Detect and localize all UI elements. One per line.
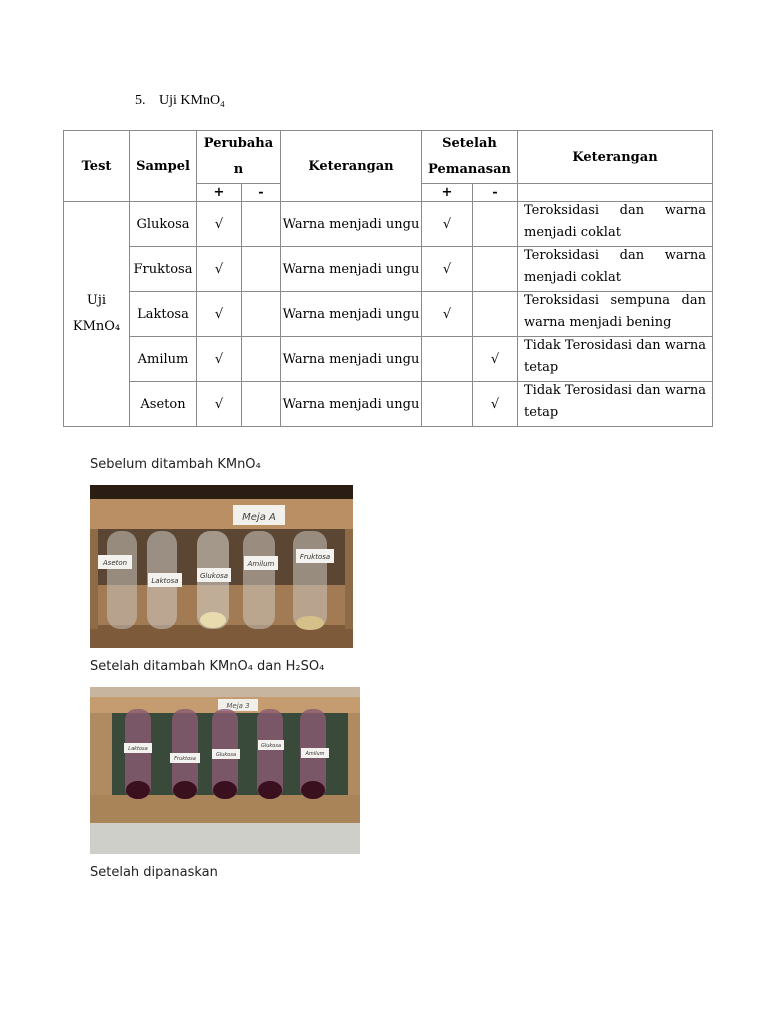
cell-plus: √ <box>197 337 242 382</box>
cell-minus <box>242 247 281 292</box>
caption-after-add: Setelah ditambah KMnO₄ dan H₂SO₄ <box>90 659 325 674</box>
ket2-line1: Teroksidasi sempuna dan <box>524 293 707 308</box>
test-name: Uji KMnO₄ <box>64 202 130 427</box>
header-sampel: Sampel <box>130 131 197 202</box>
cell-keterangan: Warna menjadi ungu <box>281 292 422 337</box>
cell-setelah-minus: √ <box>473 337 518 382</box>
cell-plus: √ <box>197 202 242 247</box>
ket2-line2: tetap <box>524 360 559 375</box>
tube-label: Glukosa <box>199 572 229 580</box>
ket2-line1: Tidak Terosidasi dan warna <box>524 338 707 353</box>
cell-keterangan: Warna menjadi ungu <box>281 202 422 247</box>
caption-before: Sebelum ditambah KMnO₄ <box>90 457 261 472</box>
table-row <box>64 382 713 427</box>
cell-keterangan: Warna menjadi ungu <box>281 337 422 382</box>
header-minus: - <box>242 184 281 202</box>
cell-keterangan: Warna menjadi ungu <box>281 382 422 427</box>
ket2-line1: Teroksidasi dan warna <box>524 203 707 218</box>
cell-keterangan-2 <box>518 202 713 247</box>
cell-keterangan-2 <box>518 292 713 337</box>
tube-label: Amilum <box>247 560 275 568</box>
table-row <box>64 337 713 382</box>
cell-setelah-minus <box>473 202 518 247</box>
cell-setelah-plus: √ <box>422 292 473 337</box>
tube-label: Laktosa <box>128 746 148 752</box>
table-row <box>64 202 713 247</box>
header-keterangan: Keterangan <box>281 131 422 202</box>
header-perubahan: Perubaha n <box>197 131 281 184</box>
cell-minus <box>242 292 281 337</box>
ket2-line2: tetap <box>524 405 559 420</box>
cell-keterangan-2 <box>518 337 713 382</box>
cell-sampel: Aseton <box>130 382 197 427</box>
section-number: 5. <box>135 93 146 108</box>
photo-before <box>90 485 353 648</box>
ket2-line2: menjadi coklat <box>524 270 621 285</box>
cell-sampel: Laktosa <box>130 292 197 337</box>
ket2-line1: Tidak Terosidasi dan warna <box>524 383 707 398</box>
ket2-line2: menjadi coklat <box>524 225 621 240</box>
header-keterangan-2: Keterangan <box>518 131 713 184</box>
header-plus-2: + <box>422 184 473 202</box>
cell-setelah-plus: √ <box>422 247 473 292</box>
cell-minus <box>242 202 281 247</box>
cell-minus <box>242 382 281 427</box>
cell-setelah-minus: √ <box>473 382 518 427</box>
cell-keterangan-2 <box>518 247 713 292</box>
cell-setelah-minus <box>473 292 518 337</box>
tube-label: Amilum <box>305 751 325 757</box>
cell-plus: √ <box>197 247 242 292</box>
cell-plus: √ <box>197 292 242 337</box>
cell-keterangan: Warna menjadi ungu <box>281 247 422 292</box>
ket2-line1: Teroksidasi dan warna <box>524 248 707 263</box>
tube-label: Laktosa <box>151 577 179 585</box>
tube-label: Fruktosa <box>299 553 331 561</box>
cell-setelah-plus: √ <box>422 202 473 247</box>
photo-before-illustration <box>90 485 353 648</box>
cell-keterangan-2 <box>518 382 713 427</box>
ket2-line2: warna menjadi bening <box>524 315 672 330</box>
section-title: Uji KMnO₄ <box>159 93 225 108</box>
cell-setelah-plus <box>422 337 473 382</box>
tube-label: Glukosa <box>260 743 282 749</box>
rack-label: Meja A <box>242 512 276 523</box>
cell-setelah-minus <box>473 247 518 292</box>
cell-sampel: Amilum <box>130 337 197 382</box>
results-table <box>63 130 713 427</box>
cell-sampel: Glukosa <box>130 202 197 247</box>
tube-label: Aseton <box>102 559 128 567</box>
cell-plus: √ <box>197 382 242 427</box>
tube-label: Fruktosa <box>174 756 196 762</box>
table-row <box>64 292 713 337</box>
header-minus-2: - <box>473 184 518 202</box>
header-plus: + <box>197 184 242 202</box>
cell-sampel: Fruktosa <box>130 247 197 292</box>
caption-after-heat: Setelah dipanaskan <box>90 865 218 880</box>
section-heading <box>135 93 225 109</box>
header-setelah-pemanasan: Setelah Pemanasan <box>422 131 518 184</box>
table-row <box>64 247 713 292</box>
header-test: Test <box>64 131 130 202</box>
rack-label: Meja 3 <box>226 702 250 710</box>
cell-setelah-plus <box>422 382 473 427</box>
photo-after-add-illustration <box>90 687 360 854</box>
cell-minus <box>242 337 281 382</box>
photo-after-add <box>90 687 360 854</box>
tube-label: Glukosa <box>215 752 237 758</box>
